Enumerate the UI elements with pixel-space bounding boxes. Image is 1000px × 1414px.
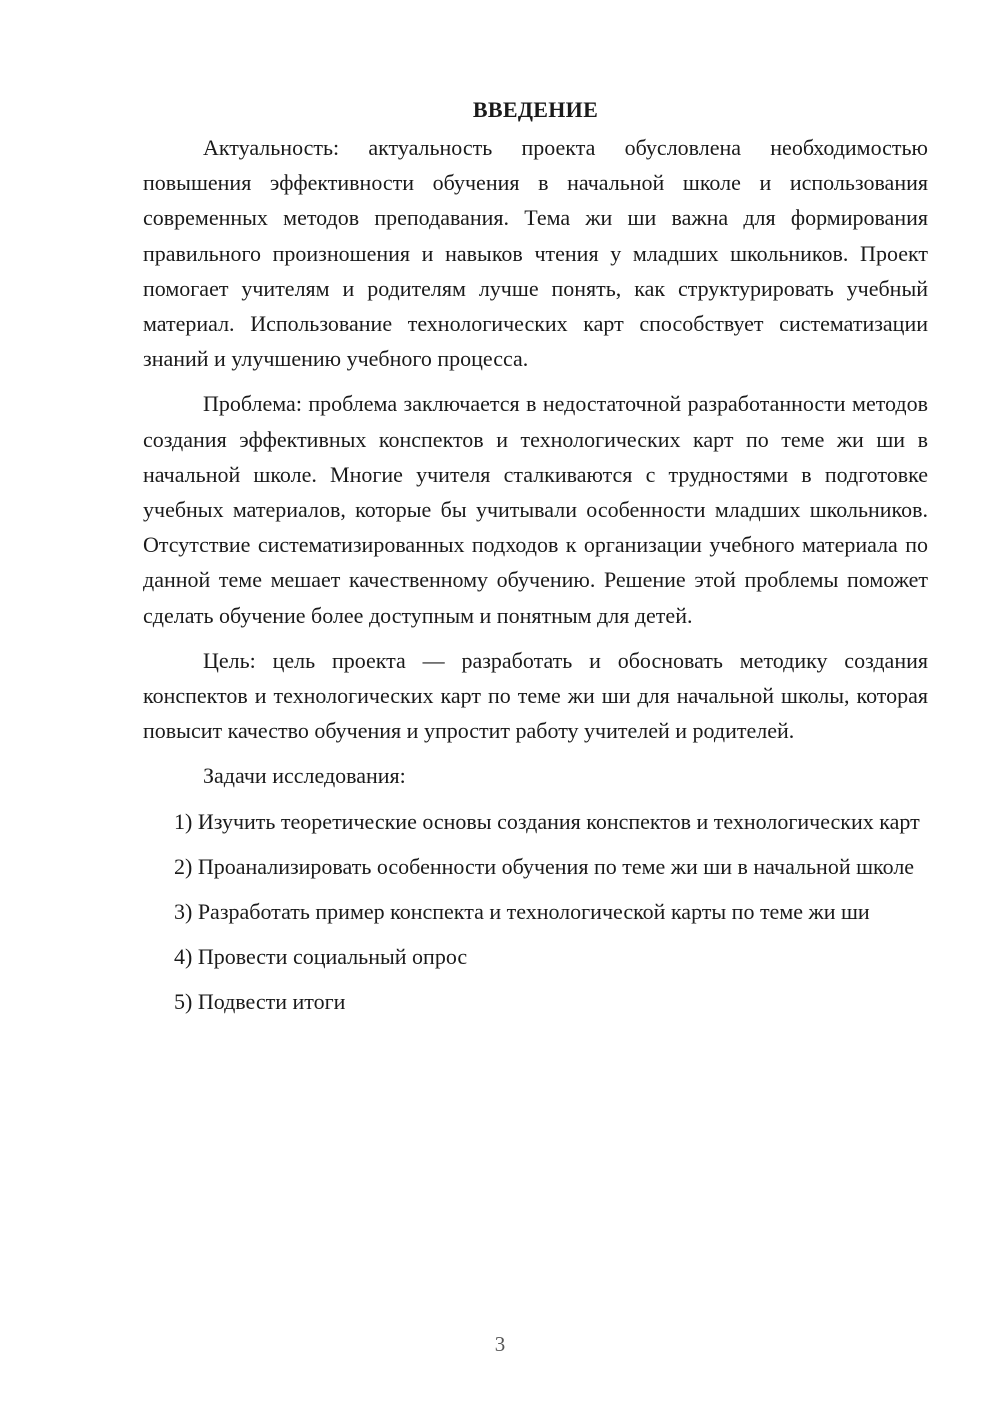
paragraph-goal: Цель: цель проекта — разработать и обосновать методику создания конспектов и технологических карт по теме жи ши для начальной школы, которая повысит качество обучения и упростит работу учителей и родителей.: [143, 647, 928, 744]
task-item-1: 1) Изучить теоретические основы создания конспектов и технологических карт: [174, 808, 920, 834]
tasks-heading: Задачи исследования:: [203, 763, 406, 789]
task-item-3: 3) Разработать пример конспекта и технологической карты по теме жи ши: [174, 899, 870, 925]
tasks-list: [143, 804, 928, 1020]
task-item-2: 2) Проанализировать особенности обучения по теме жи ши в начальной школе: [174, 853, 915, 879]
task-item-4: 4) Провести социальный опрос: [174, 944, 468, 970]
paragraph-relevance: Актуальность: актуальность проекта обусловлена необходимостью повышения эффективности обучения в начальной школе и использования современных методов преподавания. Тема жи ши важна для формирования правильного произношения и навыков чтения у младших школьников. Проект помогает учителям и родителям лучше понять, как структурировать учебный материал. Использование технологических карт способствует систематизации знаний и улучшению учебного процесса.: [143, 135, 928, 372]
page-number: 3: [494, 1332, 506, 1356]
page-title: ВВЕДЕНИЕ: [472, 97, 599, 122]
document-page: [143, 95, 928, 1020]
paragraph-problem: Проблема: проблема заключается в недостаточной разработанности методов создания эффективных конспектов и технологических карт по теме жи ши в начальной школе. Многие учителя сталкиваются с трудностями в подготовке учебных материалов, которые бы учитывали особенности младших школьников. Отсутствие систематизированных подходов к организации учебного материала по данной теме мешает качественному обучению. Решение этой проблемы поможет сделать обучение более доступным и понятным для детей.: [143, 391, 928, 628]
task-item-5: 5) Подвести итоги: [174, 989, 346, 1015]
